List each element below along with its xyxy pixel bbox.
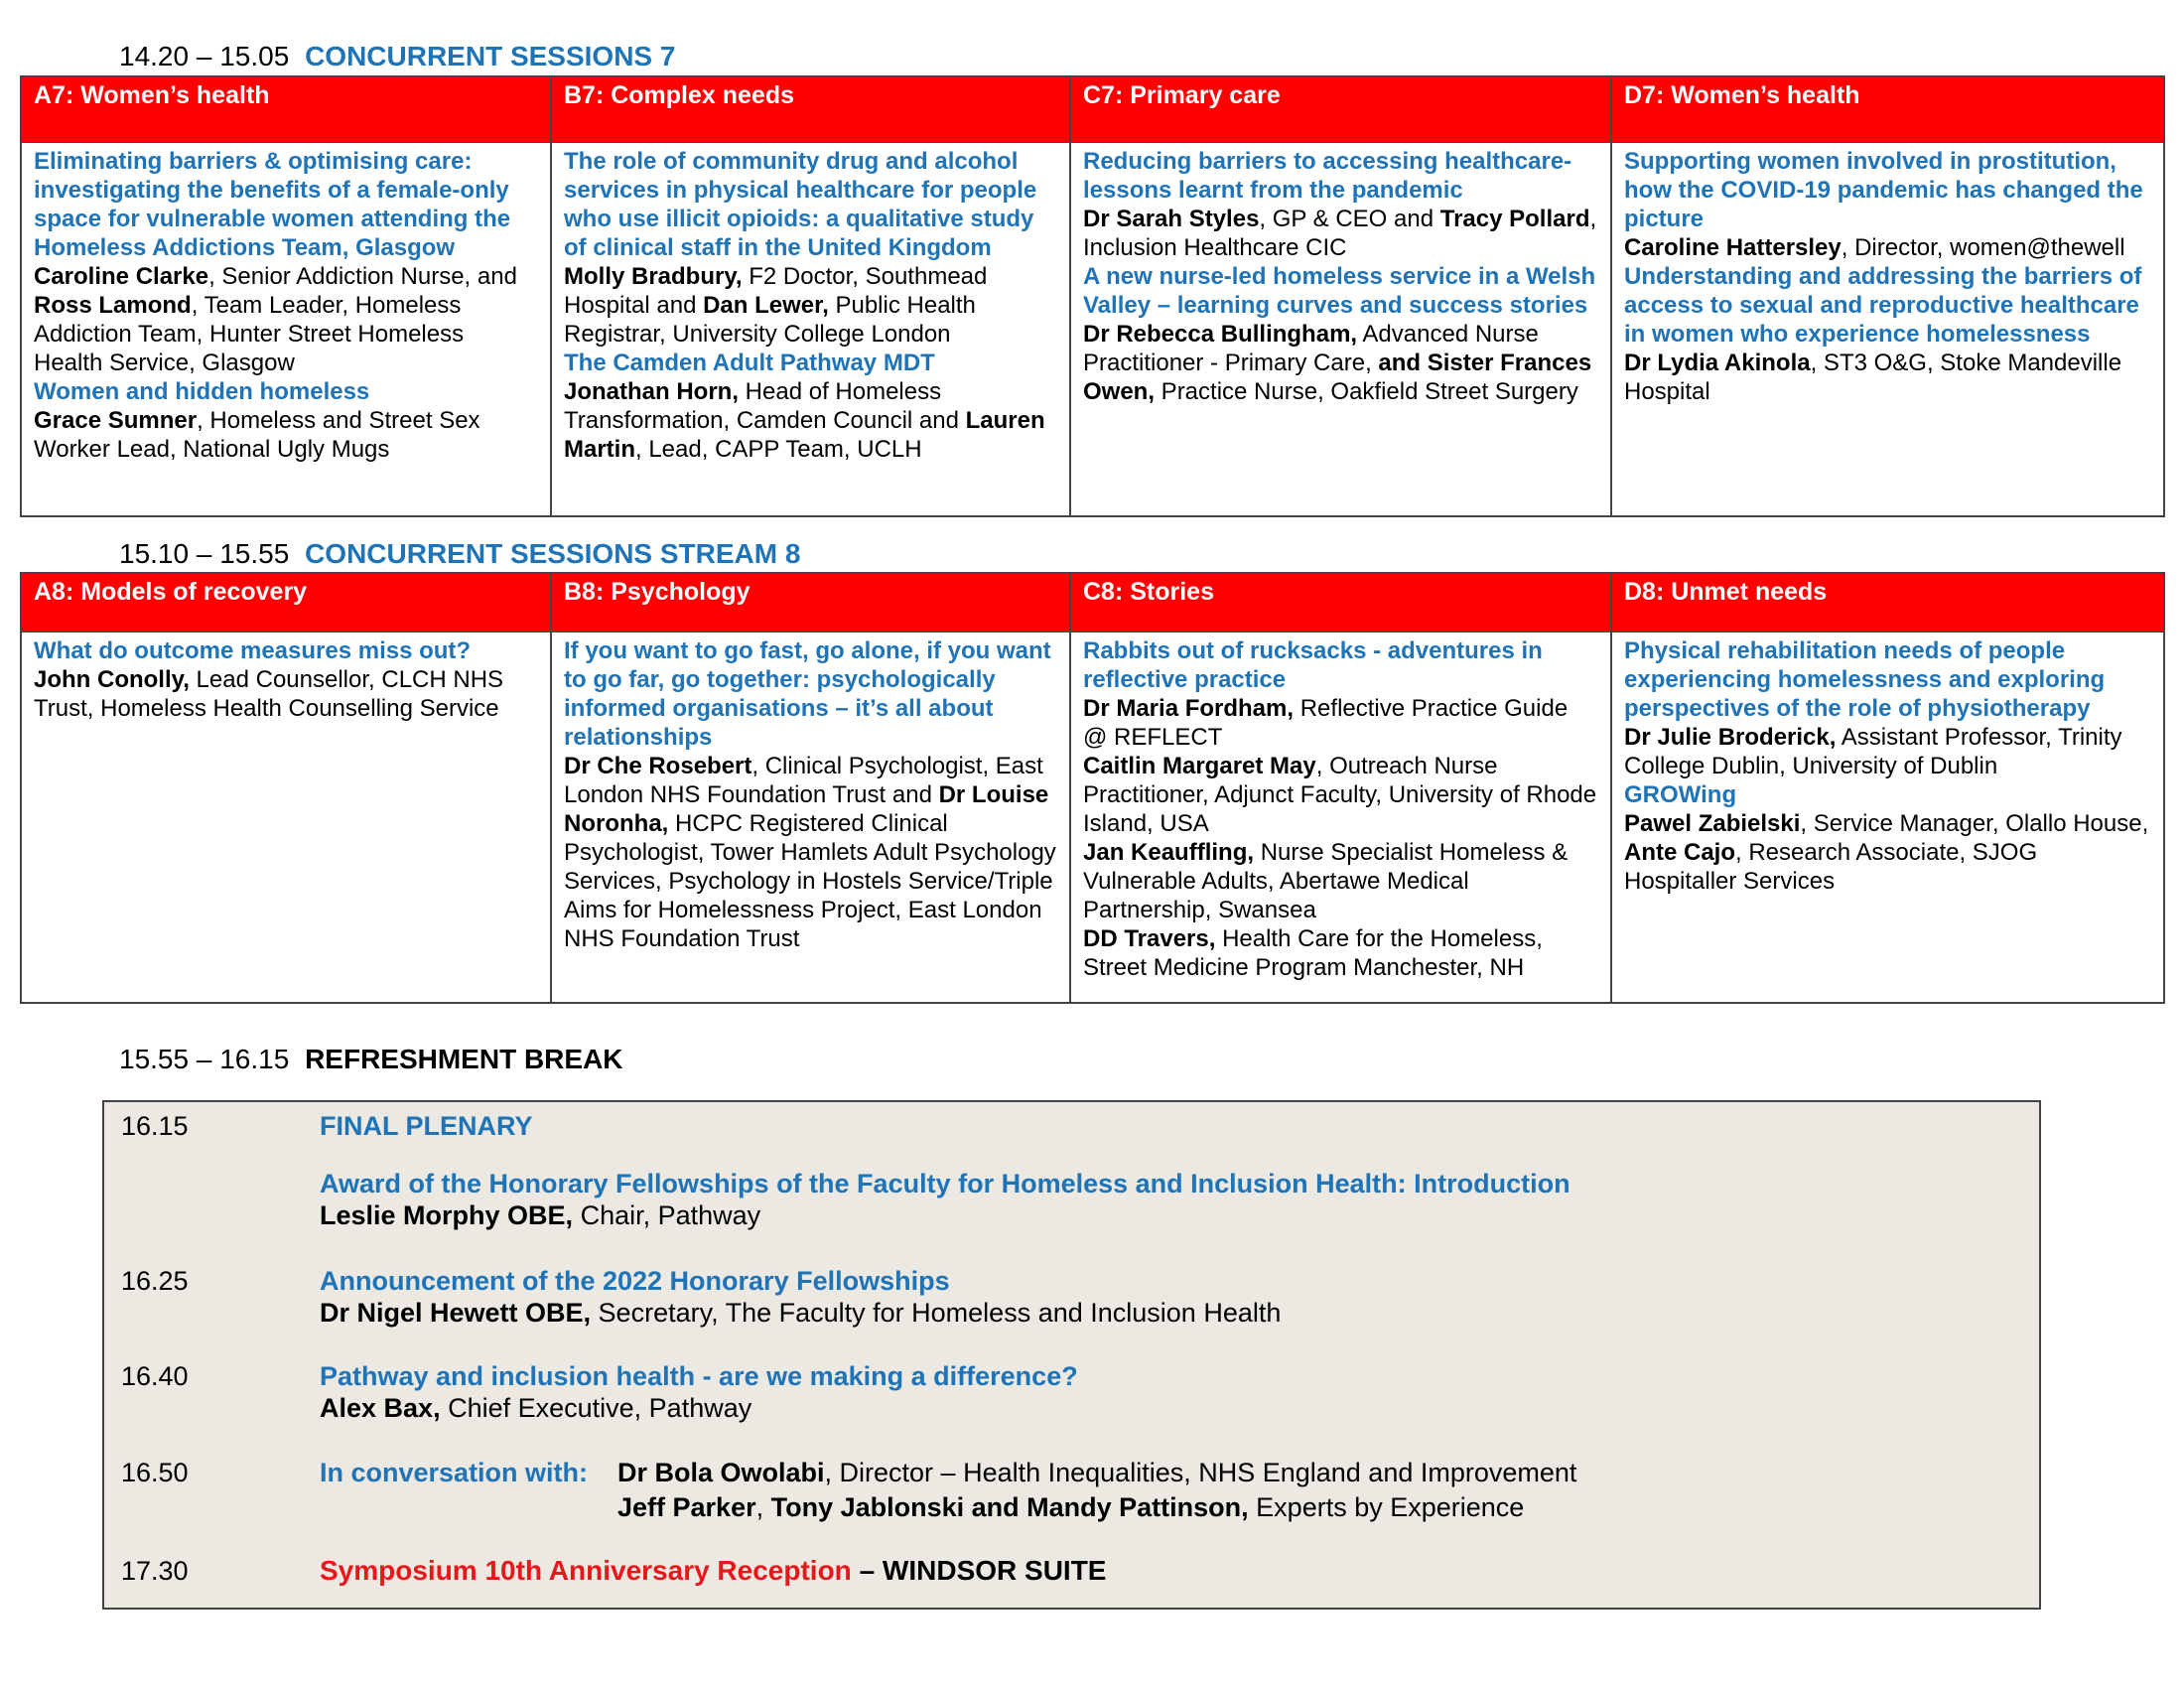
session-a7	[22, 77, 552, 515]
session-d7	[1612, 77, 2163, 515]
plenary-conversation-speakers	[617, 1457, 1576, 1523]
talk-speakers	[564, 752, 1057, 953]
session-d8-body	[1612, 633, 2163, 896]
speaker-role: , Lead, CAPP Team, UCLH	[635, 436, 922, 463]
session-c8-header: C8: Stories	[1071, 574, 1610, 633]
speaker-name: Dr Rebecca Bullingham,	[1083, 321, 1358, 348]
talk-speakers	[34, 406, 538, 464]
plenary-heading: FINAL PLENARY	[320, 1111, 533, 1141]
speaker-role: Health Care for the Homeless, Street Medicine Program Manchester, NH	[1083, 925, 1543, 981]
speaker-role: , Homeless and Street Sex Worker Lead, National Ugly Mugs	[34, 407, 480, 463]
speaker-name: Grace Sumner	[34, 407, 198, 434]
refreshment-break	[119, 1044, 623, 1075]
speaker-role: , Senior Addiction Nurse, and	[208, 263, 517, 290]
talk-title: Understanding and addressing the barriers of access to sexual and reproductive healthcare in women who experience homelessness	[1624, 263, 2142, 348]
speaker-name: Tracy Pollard	[1439, 206, 1590, 232]
plenary-time: 16.50	[121, 1458, 189, 1487]
speaker-role: Public Health Registrar, University College London	[564, 292, 976, 348]
session-b7-body	[552, 143, 1069, 464]
speaker-role: Secretary, The Faculty for Homeless and Inclusion Health	[591, 1298, 1282, 1328]
speaker-role: Head of Homeless Transformation, Camden Council and	[564, 378, 966, 434]
speaker-role: , Director, women@thewell	[1841, 234, 2125, 261]
speaker-role: , Research Associate, SJOG Hospitaller Services	[1624, 839, 2038, 895]
plenary-intro	[320, 1168, 1570, 1231]
session-7-time: 14.20 – 15.05	[119, 41, 290, 71]
speaker-role: Chair, Pathway	[573, 1200, 761, 1230]
talk-title: Rabbits out of rucksacks - adventures in reflective practice	[1083, 637, 1543, 693]
talk-title: Physical rehabilitation needs of people experiencing homelessness and exploring perspectives of the role of physiotherapy	[1624, 637, 2106, 722]
plenary-title	[320, 1110, 533, 1142]
talk-speakers	[564, 262, 1057, 349]
talk-title: If you want to go fast, go alone, if you want to go far, go together: psychologically informed organisations – it’s all about relationships	[564, 637, 1051, 751]
session-b8	[552, 574, 1071, 1002]
session-c7-header: C7: Primary care	[1071, 77, 1610, 143]
plenary-item-fellowships	[320, 1265, 1281, 1329]
speaker-role: ,	[755, 1492, 771, 1522]
session-d8-header: D8: Unmet needs	[1612, 574, 2163, 633]
reception-title: Symposium 10th Anniversary Reception	[320, 1555, 852, 1586]
talk-speakers	[1083, 320, 1598, 406]
session-b8-header: B8: Psychology	[552, 574, 1069, 633]
plenary-time: 16.15	[121, 1111, 189, 1141]
talk-title: The Camden Adult Pathway MDT	[564, 350, 935, 376]
reception-location: – WINDSOR SUITE	[851, 1555, 1107, 1586]
talk-speakers	[1083, 205, 1598, 262]
speaker-role: , Inclusion Healthcare CIC	[1083, 206, 1597, 261]
final-plenary-box	[102, 1100, 2041, 1610]
session-b8-body	[552, 633, 1069, 953]
session-c8-body	[1071, 633, 1610, 982]
speaker-name: Caitlin Margaret May	[1083, 753, 1316, 779]
speaker-name: DD Travers,	[1083, 925, 1216, 952]
session-c8	[1071, 574, 1612, 1002]
talk-title: Announcement of the 2022 Honorary Fellowships	[320, 1266, 950, 1296]
talk-speakers	[1083, 752, 1598, 838]
plenary-time: 17.30	[121, 1556, 189, 1586]
speaker-role: F2 Doctor, Southmead Hospital and	[564, 263, 988, 319]
speaker-name: Caroline Clarke	[34, 263, 209, 290]
speaker-role: Reflective Practice Guide @ REFLECT	[1083, 695, 1569, 751]
session-8-table	[20, 572, 2165, 1004]
speaker-role: Chief Executive, Pathway	[440, 1393, 752, 1423]
session-c7	[1071, 77, 1612, 515]
speaker-name: Dr Nigel Hewett OBE,	[320, 1298, 592, 1328]
talk-title: Eliminating barriers & optimising care: investigating the benefits of a female-only space for vulnerable women attending the Homeless Addictions Team, Glasgow	[34, 148, 511, 261]
plenary-item-pathway	[320, 1360, 1078, 1424]
speaker-name: and Sister Frances Owen,	[1083, 350, 1592, 405]
speaker-name: Jonathan Horn,	[564, 378, 740, 405]
talk-speakers	[1624, 723, 2151, 780]
talk-speakers	[320, 1199, 1570, 1231]
speaker-name: Ross Lamond	[34, 292, 192, 319]
speaker-name: Dr Sarah Styles	[1083, 206, 1260, 232]
talk-speakers	[1624, 809, 2151, 896]
talk-title: The role of community drug and alcohol services in physical healthcare for people who use illicit opioids: a qualitative study of clinical staff in the United Kingdom	[564, 148, 1037, 261]
plenary-conversation-label	[320, 1457, 588, 1488]
break-time: 15.55 – 16.15	[119, 1044, 290, 1074]
talk-speakers	[320, 1392, 1078, 1424]
talk-speakers	[34, 665, 538, 723]
speaker-name: Dr Bola Owolabi	[617, 1458, 825, 1487]
conversation-label: In conversation with:	[320, 1458, 589, 1487]
speaker-name: Dr Che Rosebert	[564, 753, 752, 779]
speaker-name: Dr Lydia Akinola	[1624, 350, 1811, 376]
session-a7-body	[22, 143, 550, 464]
speaker-role: Practice Nurse, Oakfield Street Surgery	[1155, 378, 1578, 405]
talk-speakers	[1624, 233, 2151, 262]
speaker-role: , Director – Health Inequalities, NHS England and Improvement	[824, 1458, 1577, 1487]
session-7-title: CONCURRENT SESSIONS 7	[305, 41, 676, 71]
break-title: REFRESHMENT BREAK	[305, 1044, 623, 1074]
session-d8	[1612, 574, 2163, 1002]
session-d7-body	[1612, 143, 2163, 406]
speaker-name: Alex Bax,	[320, 1393, 441, 1423]
speaker-role: , ST3 O&G, Stoke Mandeville Hospital	[1624, 350, 2122, 405]
talk-speakers	[564, 377, 1057, 464]
session-7-heading	[119, 41, 675, 72]
speaker-role: Advanced Nurse Practitioner - Primary Care,	[1083, 321, 1539, 376]
speaker-name: Leslie Morphy OBE,	[320, 1200, 574, 1230]
plenary-time: 16.25	[121, 1266, 189, 1296]
plenary-reception	[320, 1555, 1107, 1587]
talk-title: Reducing barriers to accessing healthcare- lessons learnt from the pandemic	[1083, 148, 1572, 204]
speaker-role: , Clinical Psychologist, East London NHS Foundation Trust and	[564, 753, 1043, 808]
session-8-heading	[119, 538, 800, 570]
session-a8-body	[22, 633, 550, 723]
speaker-name: Lauren Martin	[564, 407, 1045, 463]
speaker-name: Dr Julie Broderick,	[1624, 724, 1837, 751]
speaker-name: Ante Cajo	[1624, 839, 1736, 866]
speaker-name: Tony Jablonski and Mandy Pattinson,	[770, 1492, 1249, 1522]
session-8-time: 15.10 – 15.55	[119, 538, 290, 569]
talk-title: GROWing	[1624, 781, 1737, 808]
talk-speakers	[1083, 694, 1598, 752]
talk-title: A new nurse-led homeless service in a Welsh Valley – learning curves and success stories	[1083, 263, 1596, 319]
speaker-name: Molly Bradbury,	[564, 263, 743, 290]
speaker-name: Dan Lewer,	[703, 292, 829, 319]
speaker-role: Experts by Experience	[1248, 1492, 1525, 1522]
session-8-title: CONCURRENT SESSIONS STREAM 8	[305, 538, 801, 569]
talk-speakers	[1083, 924, 1598, 982]
speaker-role: , GP & CEO and	[1259, 206, 1440, 232]
talk-title: Pathway and inclusion health - are we making a difference?	[320, 1361, 1078, 1391]
speaker-name: Caroline Hattersley	[1624, 234, 1842, 261]
session-7-table	[20, 75, 2165, 517]
talk-title: Supporting women involved in prostitution, how the COVID-19 pandemic has changed the picture	[1624, 148, 2143, 232]
speaker-name: Dr Maria Fordham,	[1083, 695, 1295, 722]
talk-title: What do outcome measures miss out?	[34, 637, 472, 664]
speaker-role: , Outreach Nurse Practitioner, Adjunct Faculty, University of Rhode Island, USA	[1083, 753, 1597, 837]
talk-speakers	[34, 262, 538, 377]
session-b7	[552, 77, 1071, 515]
talk-title: Women and hidden homeless	[34, 378, 370, 405]
talk-speakers	[320, 1297, 1281, 1329]
speaker-name: Pawel Zabielski	[1624, 810, 1801, 837]
speaker-role: , Team Leader, Homeless Addiction Team, Hunter Street Homeless Health Service, Glasgow	[34, 292, 465, 376]
talk-speakers	[1083, 838, 1598, 924]
speaker-name: Dr Louise Noronha,	[564, 781, 1049, 837]
speaker-name: Jeff Parker	[617, 1492, 756, 1522]
talk-speakers	[617, 1457, 1576, 1488]
speaker-name: John Conolly,	[34, 666, 190, 693]
session-a8	[22, 574, 552, 1002]
speaker-role: HCPC Registered Clinical Psychologist, Tower Hamlets Adult Psychology Services, Psychology in Hostels Service/Triple Aims for Homelessness Project, East London NHS Foundation Trust	[564, 810, 1056, 952]
session-a8-header: A8: Models of recovery	[22, 574, 550, 633]
talk-speakers	[617, 1491, 1576, 1523]
talk-speakers	[1624, 349, 2151, 406]
session-a7-header: A7: Women’s health	[22, 77, 550, 143]
speaker-role: , Service Manager, Olallo House,	[1800, 810, 2149, 837]
speaker-role: Lead Counsellor, CLCH NHS Trust, Homeless Health Counselling Service	[34, 666, 504, 722]
speaker-name: Jan Keauffling,	[1083, 839, 1255, 866]
speaker-role: Assistant Professor, Trinity College Dublin, University of Dublin	[1624, 724, 2122, 779]
speaker-role: Nurse Specialist Homeless & Vulnerable Adults, Abertawe Medical Partnership, Swansea	[1083, 839, 1569, 923]
plenary-time: 16.40	[121, 1361, 189, 1391]
session-b7-header: B7: Complex needs	[552, 77, 1069, 143]
session-d7-header: D7: Women’s health	[1612, 77, 2163, 143]
talk-title: Award of the Honorary Fellowships of the Faculty for Homeless and Inclusion Health: Introduction	[320, 1169, 1570, 1198]
session-c7-body	[1071, 143, 1610, 406]
